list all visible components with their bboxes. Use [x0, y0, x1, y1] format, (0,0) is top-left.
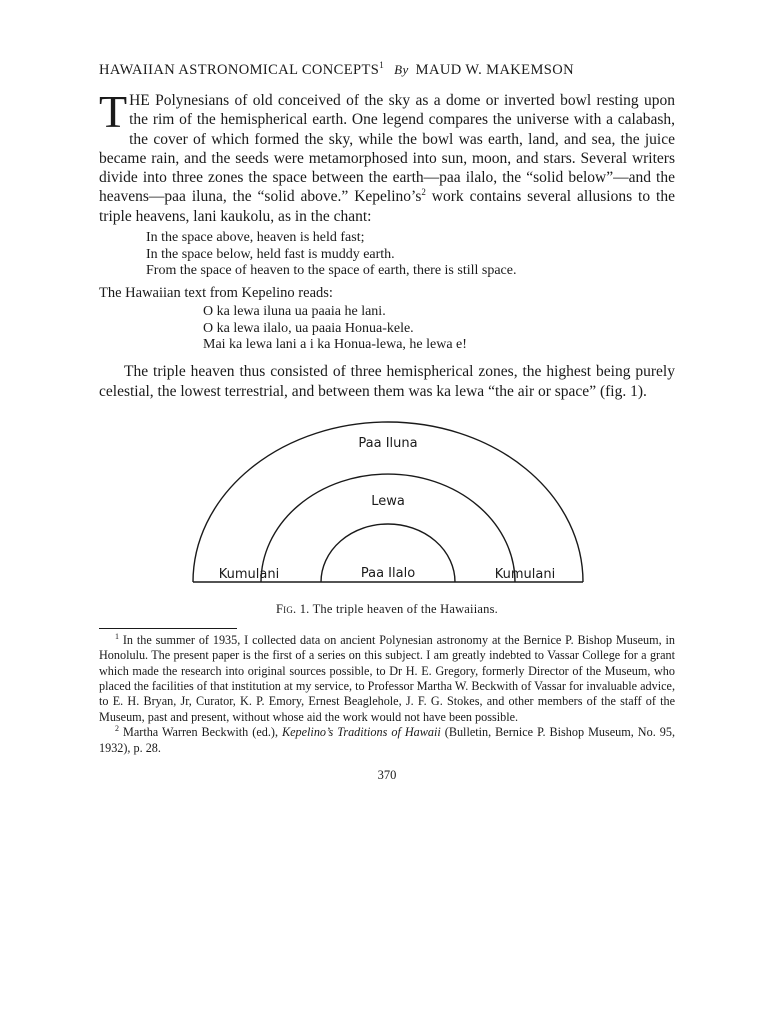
figure-caption-text: The triple heaven of the Hawaiians. [309, 601, 498, 616]
footnote-rule [99, 628, 237, 629]
triple-heaven-diagram [99, 415, 675, 593]
article-header [99, 60, 675, 80]
label-paa-ilalo: Paa Ilalo [360, 565, 416, 581]
footnote-1-text: In the summer of 1935, I collected data on ancient Polynesian astronomy at the Bernice P. Bishop Museum, in Honolulu. The present paper is the first of a series on this subject. I am greatly indebted to Vassar College for a grant which made the research into original sources possible, to Dr H. E. Gregory, formerly Director of the Museum, who placed the facilities of that institution at my service, to Professor Martha W. Beckwith of Vassar for invaluable advice, to E. H. Bryan, Jr, Curator, K. P. Emory, Ernest Beaglehole, J. F. G. Stokes, and other members of the staff of the Museum, past and present, without whose aid the work would not have been possible. [99, 632, 675, 724]
hawaiian-quote [203, 304, 675, 354]
chant-line: From the space of heaven to the space of earth, there is still space. [146, 263, 517, 279]
chant-quote [146, 230, 675, 280]
intro-text-part-2: work contains several allusions to the triple heavens, lani kaukolu, as in the chant: [99, 188, 675, 225]
footnote-marker-2: 2 [421, 187, 426, 198]
intro-paragraph [99, 86, 675, 226]
page-number: 370 [377, 768, 397, 783]
title-footnote-marker: 1 [379, 60, 385, 71]
intro-text-part-1: HE Polynesians of old conceived of the sky as a dome or inverted bowl resting upon the rim of the hemispherical earth. One legend compares the universe with a calabash, the cover of which formed the sky, while the bowl was earth, land, and sea, the juice became rain, and the seeds were metamorphosed into sun, moon, and stars. Several writers divide into three zones the space between the earth—paa ilalo, the “solid below”—and the heavens—paa iluna, the “solid above.” Kepelino’s [99, 92, 675, 206]
figure-caption [99, 602, 675, 617]
label-kumulani-right: Kumulani [494, 566, 556, 582]
byline-by: By [394, 62, 409, 77]
label-lewa: Lewa [371, 493, 405, 509]
footnote-2-marker: 2 [115, 724, 119, 734]
drop-cap: T [99, 86, 128, 137]
footnote-2 [99, 725, 675, 756]
hawaiian-line: O ka lewa iluna ua paaia he lani. [203, 303, 386, 319]
chant-line: In the space above, heaven is held fast; [146, 230, 365, 246]
footnote-2-text-b: (Bulletin, Bernice P. Bishop Museum, No. 95, 1932), p. 28. [99, 725, 675, 755]
second-paragraph: The triple heaven thus consisted of three hemispherical zones, the highest being purely celestial, the lowest terrestrial, and between them was ka lewa “the air or space” (fig. 1). [99, 363, 675, 400]
article-title: HAWAIIAN ASTRONOMICAL CONCEPTS [99, 62, 380, 78]
footnote-2-book-title: Kepelino’s Traditions of Hawaii [282, 725, 441, 740]
hawaiian-line: O ka lewa ilalo, ua paaia Honua-kele. [203, 320, 414, 336]
footnote-2-text-a: Martha Warren Beckwith (ed.), [119, 725, 282, 740]
footnotes [99, 633, 675, 756]
triple-heaven-figure [99, 415, 675, 593]
chant-line: In the space below, held fast is muddy earth. [146, 246, 395, 262]
figure-caption-label: Fig. 1. [276, 601, 310, 616]
footnote-1 [99, 633, 675, 725]
label-kumulani-left: Kumulani [218, 566, 280, 582]
label-paa-iluna: Paa Iluna [358, 435, 418, 451]
hawaiian-intro: The Hawaiian text from Kepelino reads: [99, 284, 333, 301]
footnote-1-marker: 1 [115, 631, 119, 641]
hawaiian-line: Mai ka lewa lani a i ka Honua-lewa, he lewa e! [203, 337, 467, 353]
journal-page [99, 60, 675, 783]
article-author: MAUD W. MAKEMSON [415, 62, 574, 78]
